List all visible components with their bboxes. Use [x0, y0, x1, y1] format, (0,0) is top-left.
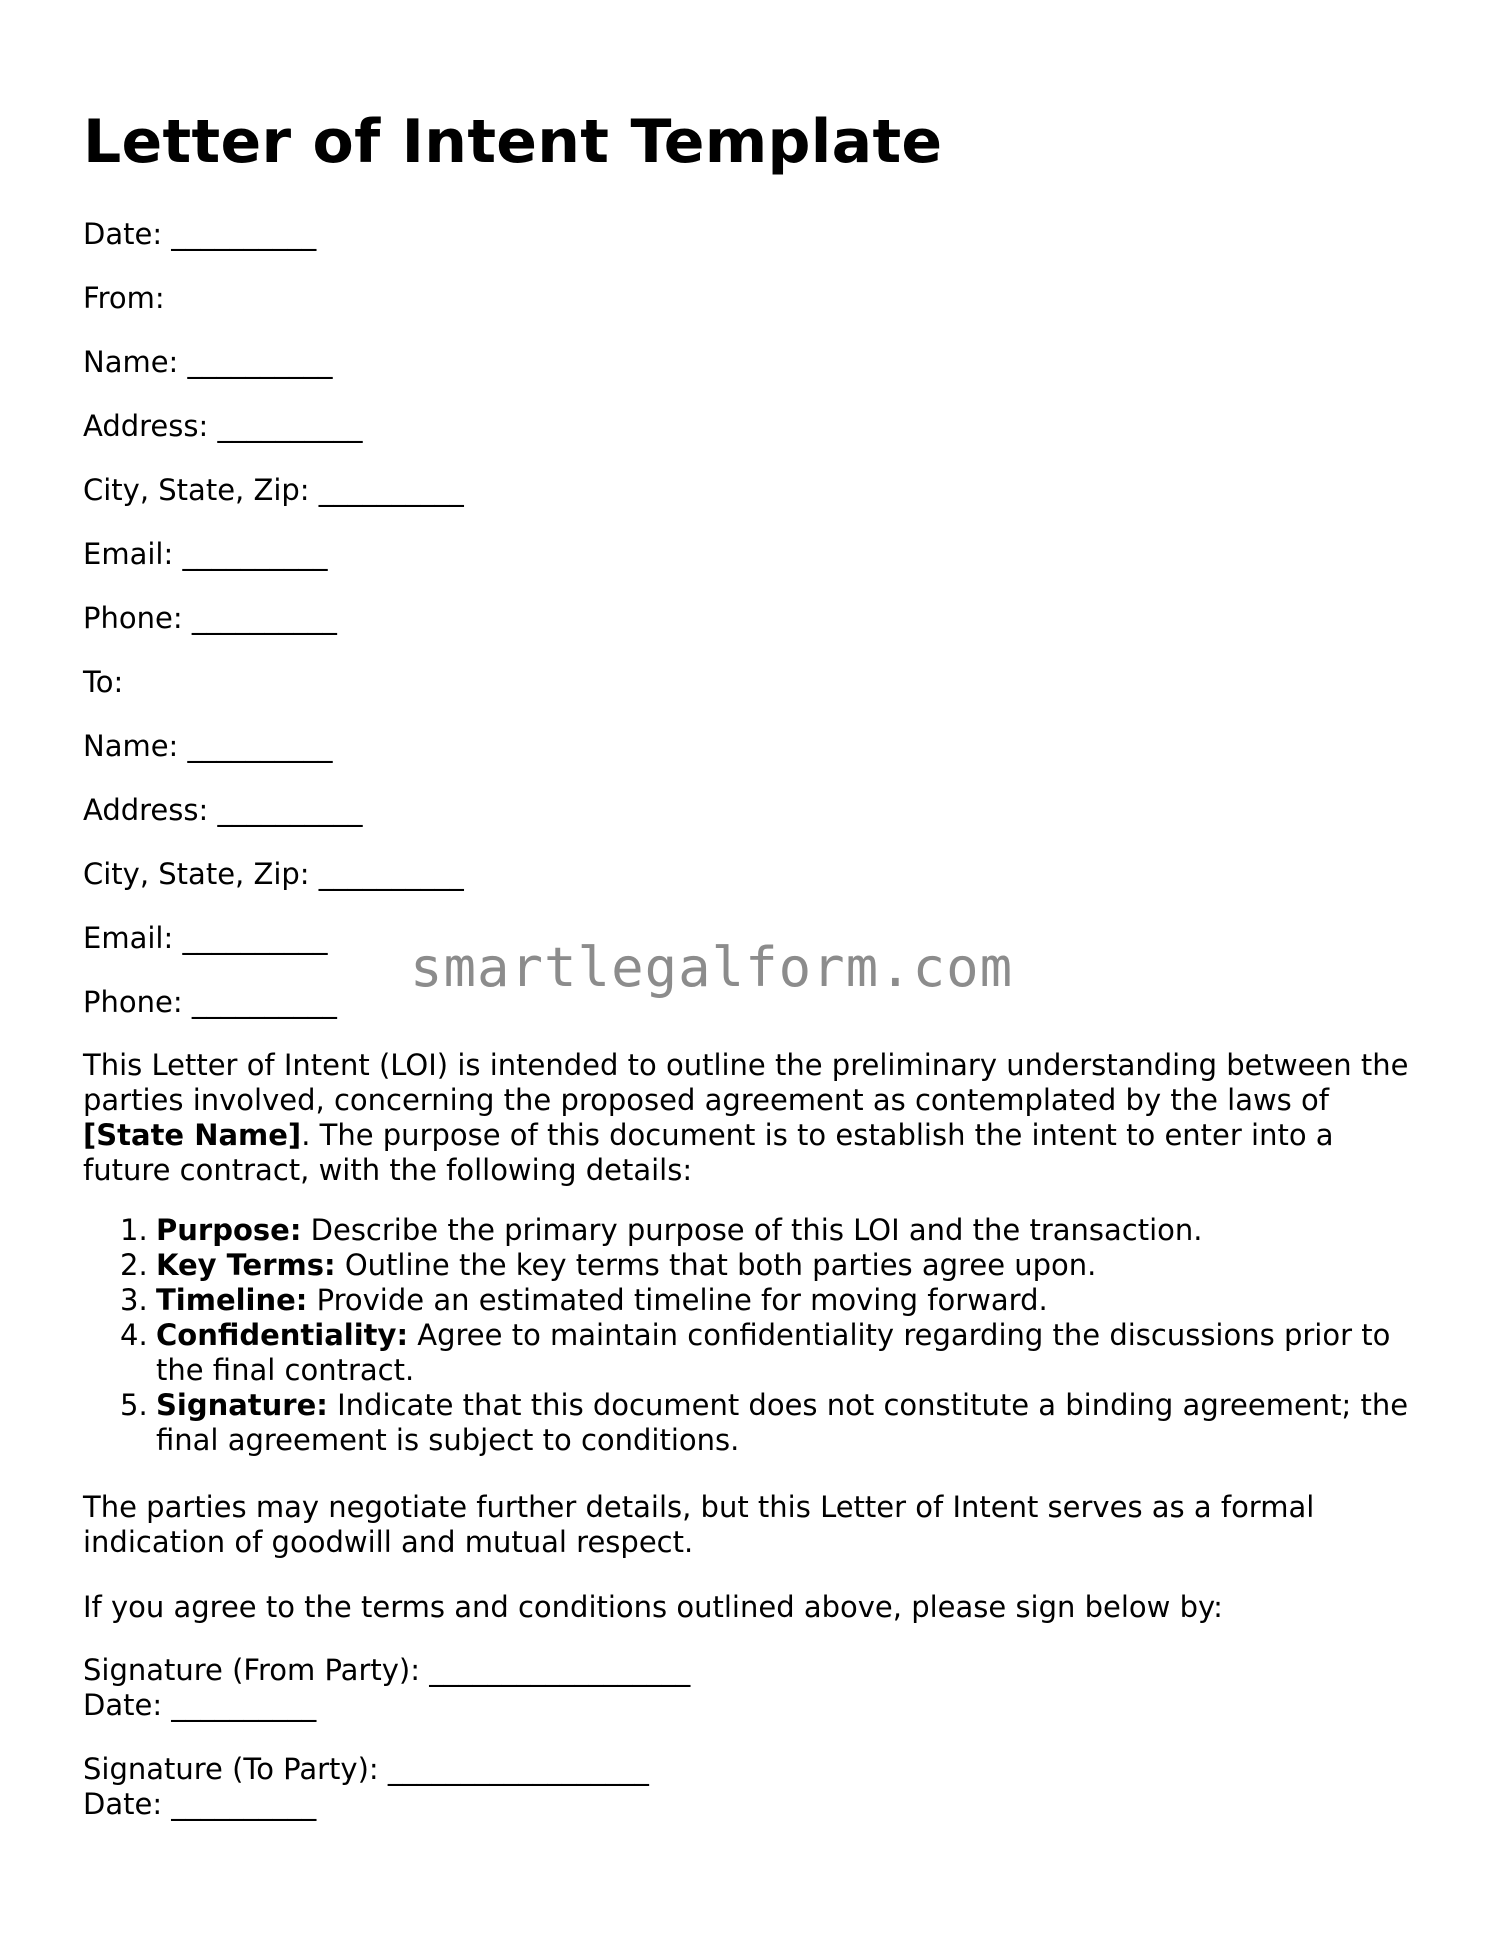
- to-address-field: Address: __________: [83, 793, 363, 827]
- list-item: [83, 1318, 1423, 1388]
- from-name-field: Name: __________: [83, 345, 333, 379]
- list-item-text: Indicate that this document does not constitute a binding agreement; the final agreement is subject to conditions.: [156, 1388, 1409, 1457]
- date-field: Date: __________: [83, 217, 317, 251]
- list-item-label: Timeline:: [156, 1283, 308, 1317]
- list-number: 2.: [120, 1248, 148, 1282]
- from-phone-field: Phone: __________: [83, 601, 337, 635]
- list-item-text: Outline the key terms that both parties agree upon.: [335, 1248, 1097, 1282]
- from-signature-date: Date: __________: [83, 1688, 317, 1722]
- intro-text-1: This Letter of Intent (LOI) is intended to outline the preliminary understanding between the parties involved, concerning the proposed agreement as contemplated by the laws of: [83, 1048, 1409, 1117]
- to-phone-field: Phone: __________: [83, 985, 337, 1019]
- list-number: 3.: [120, 1283, 148, 1317]
- from-heading: From:: [83, 281, 165, 315]
- state-name-placeholder: [State Name]: [83, 1118, 302, 1152]
- to-signature-line: Signature (To Party): __________________: [83, 1752, 649, 1786]
- from-email-field: Email: __________: [83, 537, 328, 571]
- to-city-field: City, State, Zip: __________: [83, 857, 464, 891]
- from-signature-line: Signature (From Party): __________________: [83, 1653, 691, 1687]
- list-item-text: Describe the primary purpose of this LOI and the transaction.: [301, 1213, 1203, 1247]
- list-item-label: Confidentiality:: [156, 1318, 409, 1352]
- intro-text-2: . The purpose of this document is to establish the intent to enter into a future contract, with the following details:: [83, 1118, 1334, 1187]
- to-heading: To:: [83, 665, 124, 699]
- list-item-text: Provide an estimated timeline for moving forward.: [307, 1283, 1048, 1317]
- agree-paragraph: If you agree to the terms and conditions outlined above, please sign below by:: [83, 1590, 1223, 1624]
- list-item-label: Signature:: [156, 1388, 328, 1422]
- to-email-field: Email: __________: [83, 921, 328, 955]
- list-number: 5.: [120, 1388, 148, 1422]
- list-number: 4.: [120, 1318, 148, 1352]
- intro-paragraph: [83, 1048, 1423, 1188]
- to-signature-date: Date: __________: [83, 1787, 317, 1821]
- page-title: Letter of Intent Template: [83, 107, 943, 177]
- list-item-label: Key Terms:: [156, 1248, 336, 1282]
- list-item-label: Purpose:: [156, 1213, 302, 1247]
- closing-paragraph: The parties may negotiate further details, but this Letter of Intent serves as a formal indication of goodwill and mutual respect.: [83, 1490, 1315, 1559]
- list-item: [83, 1283, 1423, 1318]
- from-city-field: City, State, Zip: __________: [83, 473, 464, 507]
- list-number: 1.: [120, 1213, 148, 1247]
- list-item: [83, 1248, 1423, 1283]
- list-item-text: Agree to maintain confidentiality regarding the discussions prior to the final contract.: [156, 1318, 1391, 1387]
- from-address-field: Address: __________: [83, 409, 363, 443]
- list-item: [83, 1213, 1423, 1248]
- details-list: [83, 1213, 1423, 1458]
- to-name-field: Name: __________: [83, 729, 333, 763]
- watermark: smartlegalform.com: [410, 936, 1014, 999]
- list-item: [83, 1388, 1423, 1458]
